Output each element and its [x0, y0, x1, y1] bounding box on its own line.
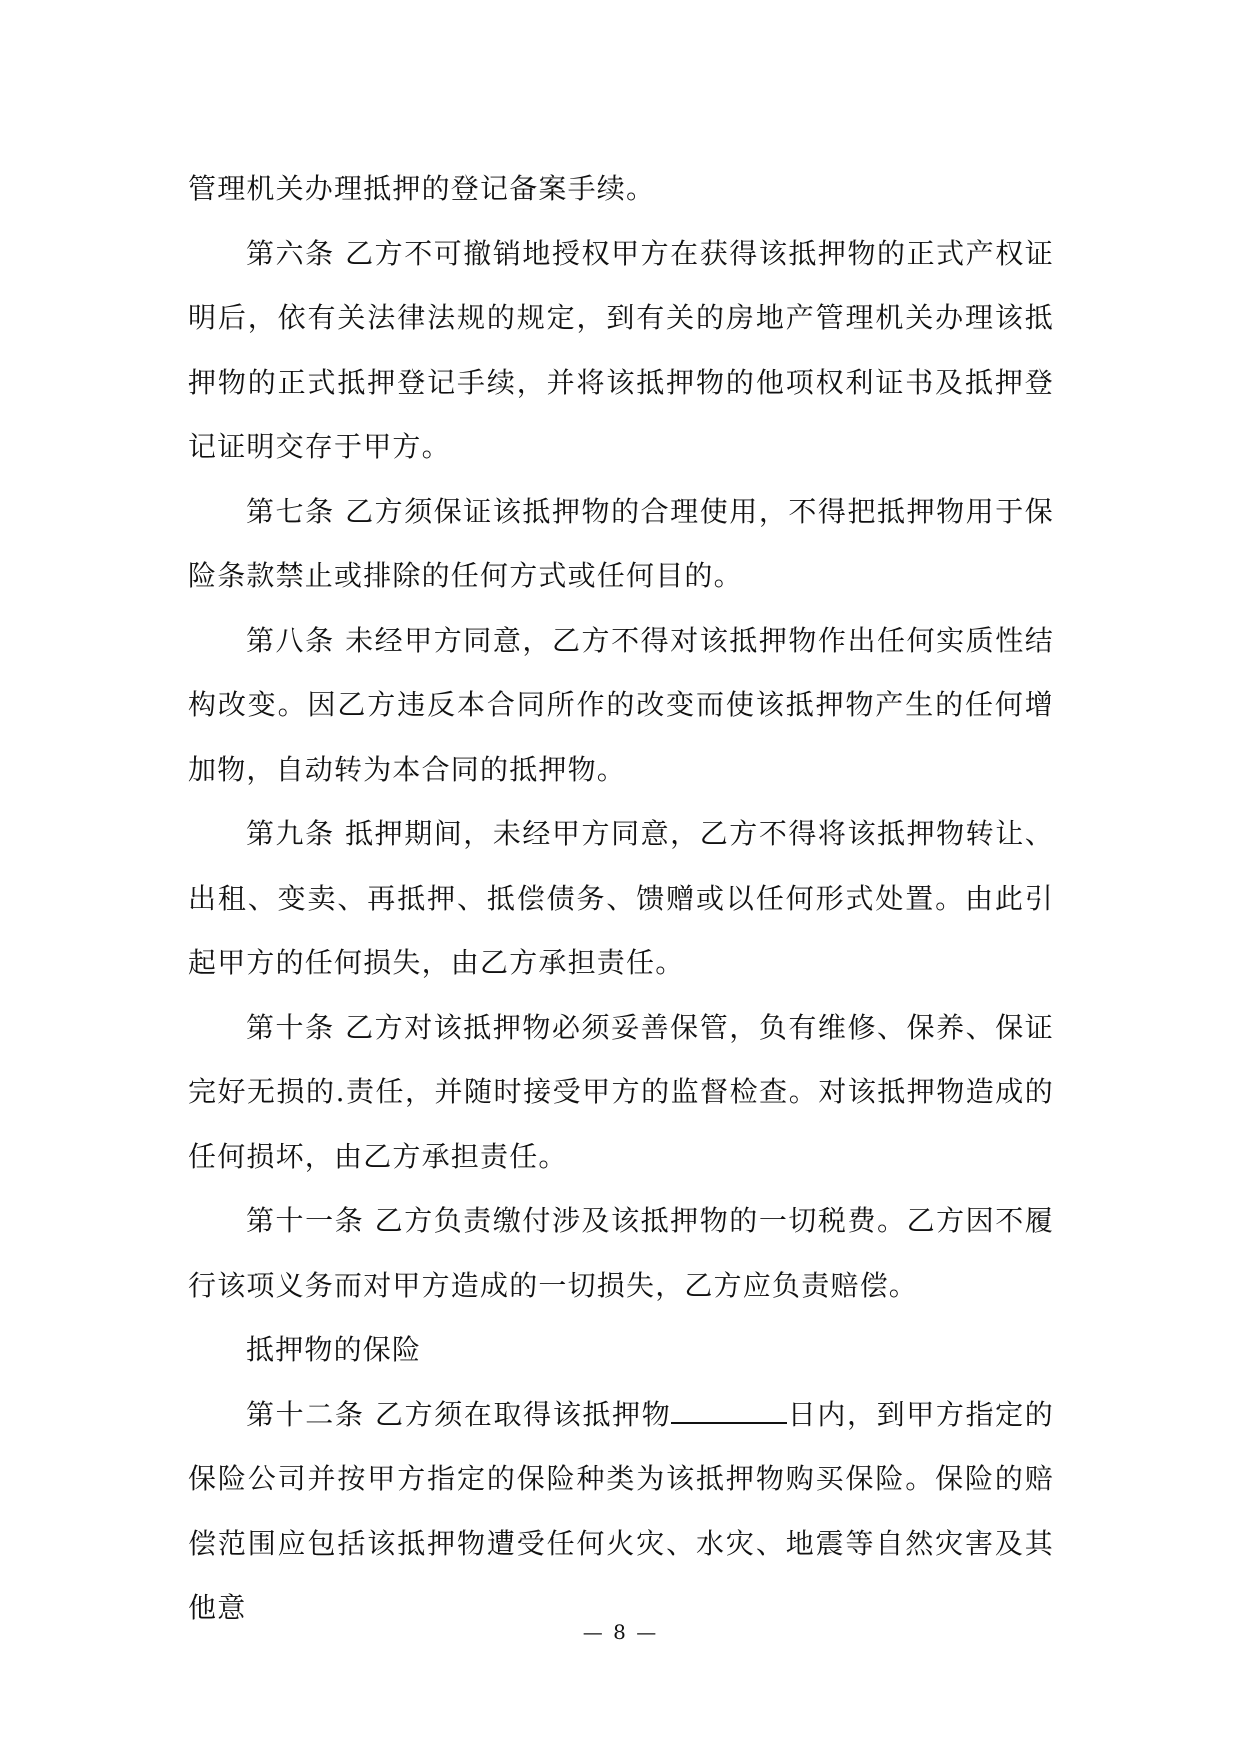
article-12 — [188, 1383, 1054, 1641]
article-11: 第十一条 乙方负责缴付涉及该抵押物的一切税费。乙方因不履行该项义务而对甲方造成的一切损失，乙方应负责赔偿。 — [188, 1204, 1054, 1302]
section-heading-insurance: 抵押物的保险 — [246, 1333, 422, 1366]
article-9: 第九条 抵押期间，未经甲方同意，乙方不得将该抵押物转让、出租、变卖、再抵押、抵偿债务、馈赠或以任何形式处置。由此引起甲方的任何损失，由乙方承担责任。 — [188, 817, 1054, 979]
article-8: 第八条 未经甲方同意，乙方不得对该抵押物作出任何实质性结构改变。因乙方违反本合同所作的改变而使该抵押物产生的任何增加物，自动转为本合同的抵押物。 — [188, 623, 1054, 786]
article-6: 第六条 乙方不可撤销地授权甲方在获得该抵押物的正式产权证明后，依有关法律法规的规定，到有关的房地产管理机关办理该抵押物的正式抵押登记手续，并将该抵押物的他项权利证书及抵押登记证明交存于甲方。 — [188, 236, 1054, 463]
article-12-text-before: 第十二条 乙方须在取得该抵押物 — [246, 1397, 672, 1431]
article-7: 第七条 乙方须保证该抵押物的合理使用，不得把抵押物用于保险条款禁止或排除的任何方式或任何目的。 — [188, 494, 1054, 592]
article-12-text-after: 日内，到甲方指定的保险公司并按甲方指定的保险种类为该抵押物购买保险。保险的赔偿范围应包括该抵押物遭受任何火灾、水灾、地震等自然灾害及其他意 — [188, 1397, 1054, 1624]
document-body — [188, 157, 1054, 1641]
fill-in-blank-days — [671, 1400, 787, 1424]
article-10: 第十条 乙方对该抵押物必须妥善保管，负有维修、保养、保证完好无损的.责任，并随时接受甲方的监督检查。对该抵押物造成的任何损坏，由乙方承担责任。 — [188, 1010, 1054, 1173]
paragraph-continuation: 管理机关办理抵押的登记备案手续。 — [188, 172, 656, 205]
page-number: — 8 — — [582, 1620, 659, 1644]
